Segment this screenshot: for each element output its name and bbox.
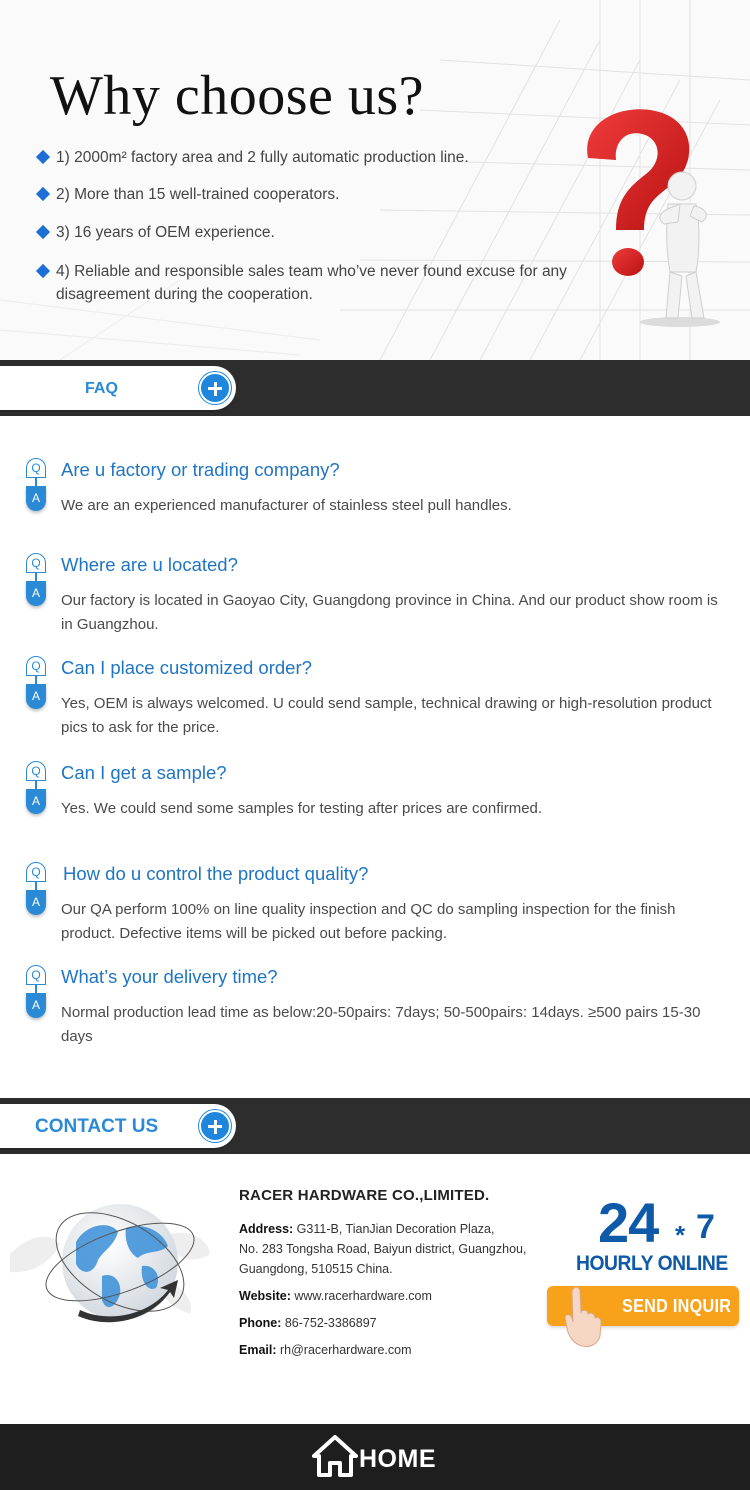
- faq-section: [0, 416, 750, 1098]
- diamond-bullet-icon: [36, 150, 50, 164]
- online-label: HOURLY ONLINE: [576, 1252, 728, 1275]
- qa-badge: Q A: [26, 761, 46, 819]
- qa-badge: Q A: [26, 656, 46, 714]
- faq-question: What’s your delivery time?: [61, 966, 278, 987]
- faq-header-bar: [0, 360, 750, 416]
- faq-question: Can I get a sample?: [61, 762, 227, 783]
- faq-answer: Normal production lead time as below:20-50pairs: 7days; 50-500pairs: 14days. ≥500 pairs 15-30 days: [61, 1004, 701, 1045]
- home-icon: [312, 1434, 358, 1478]
- diamond-bullet-icon: [36, 187, 50, 201]
- online-days: 7: [696, 1208, 715, 1246]
- phone: Phone: 86-752-3386897: [239, 1316, 377, 1330]
- qa-badge: Q A: [26, 862, 46, 920]
- why-item: 4) Reliable and responsible sales team who’ve never found excuse for any disagreement during the cooperation.: [36, 260, 576, 306]
- online-badge: [560, 1190, 738, 1280]
- plus-circle-icon[interactable]: [199, 372, 231, 404]
- faq-question: Are u factory or trading company?: [61, 459, 340, 480]
- diamond-bullet-icon: [36, 264, 50, 278]
- company-name: RACER HARDWARE CO.,LIMITED.: [239, 1187, 490, 1204]
- faq-question: How do u control the product quality?: [63, 863, 369, 884]
- why-item: 2) More than 15 well-trained cooperators.: [36, 183, 576, 206]
- diamond-bullet-icon: [36, 225, 50, 239]
- why-choose-us-section: [0, 0, 750, 360]
- contact-tab[interactable]: [0, 1104, 236, 1148]
- page-title: Why choose us?: [50, 65, 425, 127]
- globe-icon: [10, 1184, 210, 1334]
- plus-circle-icon[interactable]: [199, 1110, 231, 1142]
- home-button[interactable]: HOME: [312, 1434, 442, 1480]
- email: Email: rh@racerhardware.com: [239, 1343, 412, 1357]
- why-item: 1) 2000m² factory area and 2 fully automatic production line.: [36, 146, 576, 169]
- online-hours: 24: [598, 1191, 659, 1254]
- faq-answer: Our factory is located in Gaoyao City, Guangdong province in China. And our product show room is in Guangzhou.: [61, 592, 718, 633]
- faq-answer: Our QA perform 100% on line quality inspection and QC do sampling inspection for the finish product. Defective items will be picked out before packing.: [61, 901, 676, 942]
- faq-header-label: FAQ: [85, 380, 118, 397]
- send-inquiry-button[interactable]: SEND INQUIR: [547, 1286, 739, 1326]
- why-item: 3) 16 years of OEM experience.: [36, 221, 576, 244]
- qa-badge: Q A: [26, 553, 46, 611]
- contact-header-bar: [0, 1098, 750, 1154]
- question-mark-figure-icon: [570, 100, 730, 330]
- faq-question: Can I place customized order?: [61, 657, 312, 678]
- why-list: [36, 146, 576, 306]
- online-times: *: [675, 1220, 686, 1250]
- qa-badge: Q A: [26, 965, 46, 1023]
- faq-answer: Yes. We could send some samples for testing after prices are confirmed.: [61, 800, 543, 817]
- footer-bar: [0, 1424, 750, 1490]
- faq-answer: Yes, OEM is always welcomed. U could send sample, technical drawing or high-resolution product pics to ask for the price.: [61, 695, 712, 736]
- website: Website: www.racerhardware.com: [239, 1289, 432, 1303]
- website-link[interactable]: www.racerhardware.com: [294, 1289, 432, 1303]
- contact-section: [0, 1154, 750, 1424]
- contact-header-label: CONTACT US: [35, 1116, 159, 1137]
- address: Address: G311-B, TianJian Decoration Plaza, No. 283 Tongsha Road, Baiyun district, Guangzhou, Guangdong, 510515 China.: [239, 1222, 527, 1276]
- contact-info: [239, 1187, 559, 1360]
- faq-question: Where are u located?: [61, 554, 238, 575]
- phone-number: 86-752-3386897: [284, 1316, 377, 1330]
- faq-answer: We are an experienced manufacturer of stainless steel pull handles.: [61, 497, 512, 514]
- faq-tab[interactable]: [0, 366, 236, 410]
- pointing-hand-icon: [560, 1284, 610, 1348]
- qa-badge: Q A: [26, 458, 46, 516]
- email-link[interactable]: rh@racerhardware.com: [280, 1343, 412, 1357]
